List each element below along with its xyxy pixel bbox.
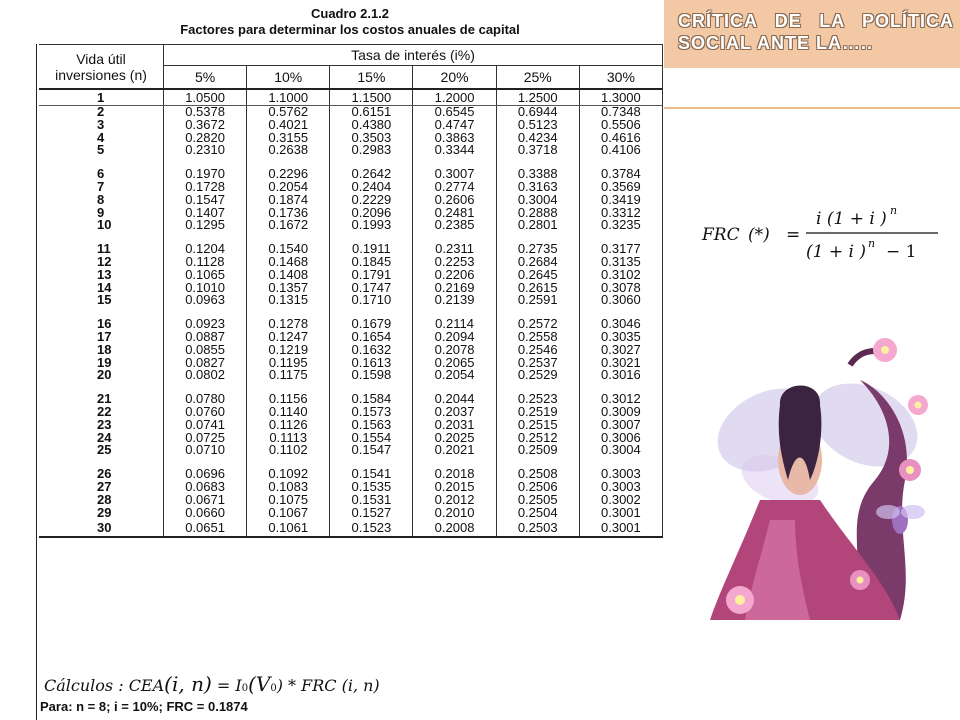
factor-cell: 0.2310 bbox=[164, 144, 247, 157]
factor-cell: 0.0683 bbox=[164, 481, 247, 494]
factor-cell: 0.1736 bbox=[247, 207, 330, 220]
factor-cell: 0.3002 bbox=[579, 494, 662, 507]
factor-cell: 0.5506 bbox=[579, 119, 662, 132]
factor-cell: 0.2206 bbox=[413, 269, 496, 282]
factor-cell: 0.1295 bbox=[164, 219, 247, 232]
table-row bbox=[39, 468, 663, 481]
factor-cell: 0.0827 bbox=[164, 357, 247, 370]
table-row bbox=[39, 256, 663, 269]
factor-cell: 1.0500 bbox=[164, 89, 247, 106]
factor-cell: 0.2820 bbox=[164, 132, 247, 145]
factor-cell: 0.3503 bbox=[330, 132, 413, 145]
capital-cost-factors-table bbox=[39, 44, 663, 538]
factor-cell: 0.2096 bbox=[330, 207, 413, 220]
factor-cell: 0.2025 bbox=[413, 432, 496, 445]
factor-cell: 0.2229 bbox=[330, 194, 413, 207]
factor-cell: 0.2684 bbox=[496, 256, 579, 269]
row-years: 2 bbox=[39, 106, 164, 119]
formula-lhs: FRC bbox=[702, 225, 740, 245]
factor-cell: 0.3235 bbox=[579, 219, 662, 232]
factor-cell: 0.2888 bbox=[496, 207, 579, 220]
factor-cell: 0.3035 bbox=[579, 331, 662, 344]
factor-cell: 0.2735 bbox=[496, 243, 579, 256]
factor-cell: 0.3027 bbox=[579, 344, 662, 357]
factor-cell: 0.2253 bbox=[413, 256, 496, 269]
header-rate: 10% bbox=[247, 66, 330, 90]
factor-cell: 0.4106 bbox=[579, 144, 662, 157]
factor-cell: 0.1527 bbox=[330, 507, 413, 520]
table-row bbox=[39, 494, 663, 507]
factor-cell: 0.0651 bbox=[164, 519, 247, 537]
factor-cell: 0.1357 bbox=[247, 282, 330, 295]
factor-cell: 0.1541 bbox=[330, 468, 413, 481]
factor-cell: 0.1407 bbox=[164, 207, 247, 220]
factor-cell: 0.2505 bbox=[496, 494, 579, 507]
factor-cell: 0.1547 bbox=[164, 194, 247, 207]
factor-cell: 0.2591 bbox=[496, 294, 579, 307]
factor-cell: 0.3001 bbox=[579, 507, 662, 520]
factor-cell: 0.3388 bbox=[496, 168, 579, 181]
factor-cell: 0.2537 bbox=[496, 357, 579, 370]
row-years: 3 bbox=[39, 119, 164, 132]
factor-cell: 0.1010 bbox=[164, 282, 247, 295]
factor-cell: 0.2031 bbox=[413, 419, 496, 432]
caption-number: Cuadro 2.1.2 bbox=[310, 6, 390, 21]
factor-cell: 0.3009 bbox=[579, 406, 662, 419]
factor-cell: 0.1710 bbox=[330, 294, 413, 307]
row-years: 17 bbox=[39, 331, 164, 344]
table-row bbox=[39, 419, 663, 432]
row-years: 9 bbox=[39, 207, 164, 220]
title-underline bbox=[664, 107, 960, 109]
group-spacer bbox=[39, 232, 663, 243]
header-rate: 25% bbox=[496, 66, 579, 90]
factor-cell: 0.0963 bbox=[164, 294, 247, 307]
factor-cell: 0.5123 bbox=[496, 119, 579, 132]
factor-cell: 0.1315 bbox=[247, 294, 330, 307]
factor-cell: 0.1083 bbox=[247, 481, 330, 494]
row-years: 14 bbox=[39, 282, 164, 295]
factor-cell: 0.1563 bbox=[330, 419, 413, 432]
factor-cell: 0.1175 bbox=[247, 369, 330, 382]
formula-denominator-tail: − 1 bbox=[886, 242, 917, 262]
factor-cell: 0.1672 bbox=[247, 219, 330, 232]
factors-panel bbox=[36, 44, 665, 720]
factor-cell: 0.1845 bbox=[330, 256, 413, 269]
factor-cell: 0.2529 bbox=[496, 369, 579, 382]
table-row bbox=[39, 89, 663, 106]
factor-cell: 0.1632 bbox=[330, 344, 413, 357]
factor-cell: 0.1679 bbox=[330, 318, 413, 331]
formula-denominator-exp: n bbox=[868, 237, 876, 250]
row-years: 1 bbox=[39, 89, 164, 106]
group-spacer bbox=[39, 157, 663, 168]
row-years: 28 bbox=[39, 494, 164, 507]
factor-cell: 0.2774 bbox=[413, 181, 496, 194]
factor-cell: 0.3001 bbox=[579, 519, 662, 537]
slide-title: CRÍTICA DE LA POLÍTICA SOCIAL ANTE LA….. bbox=[678, 11, 954, 53]
factor-cell: 0.1535 bbox=[330, 481, 413, 494]
factor-cell: 0.2481 bbox=[413, 207, 496, 220]
row-years: 16 bbox=[39, 318, 164, 331]
factor-cell: 0.2054 bbox=[413, 369, 496, 382]
formula-numerator-exp: n bbox=[890, 204, 898, 217]
table-row bbox=[39, 519, 663, 537]
factor-cell: 0.1204 bbox=[164, 243, 247, 256]
row-years: 19 bbox=[39, 357, 164, 370]
factor-cell: 0.1156 bbox=[247, 393, 330, 406]
factor-cell: 0.1598 bbox=[330, 369, 413, 382]
factor-cell: 1.2000 bbox=[413, 89, 496, 106]
header-rate: 30% bbox=[579, 66, 662, 90]
group-spacer bbox=[39, 382, 663, 393]
factor-cell: 0.0696 bbox=[164, 468, 247, 481]
row-years: 15 bbox=[39, 294, 164, 307]
table-row bbox=[39, 132, 663, 145]
formula-equals: = bbox=[786, 225, 801, 245]
factor-cell: 0.2642 bbox=[330, 168, 413, 181]
row-years: 11 bbox=[39, 243, 164, 256]
factor-cell: 0.3102 bbox=[579, 269, 662, 282]
table-row bbox=[39, 168, 663, 181]
factor-cell: 0.0760 bbox=[164, 406, 247, 419]
factor-cell: 0.0855 bbox=[164, 344, 247, 357]
group-spacer bbox=[39, 457, 663, 468]
factor-cell: 0.2010 bbox=[413, 507, 496, 520]
formula-star: (*) bbox=[748, 225, 770, 245]
row-years: 29 bbox=[39, 507, 164, 520]
factor-cell: 0.3718 bbox=[496, 144, 579, 157]
factor-cell: 0.1140 bbox=[247, 406, 330, 419]
factor-cell: 1.2500 bbox=[496, 89, 579, 106]
row-years: 7 bbox=[39, 181, 164, 194]
factor-cell: 0.1092 bbox=[247, 468, 330, 481]
row-years: 30 bbox=[39, 519, 164, 537]
table-row bbox=[39, 432, 663, 445]
factor-cell: 0.2385 bbox=[413, 219, 496, 232]
table-row bbox=[39, 507, 663, 520]
factor-cell: 0.2801 bbox=[496, 219, 579, 232]
factor-cell: 0.3007 bbox=[413, 168, 496, 181]
factor-cell: 0.2054 bbox=[247, 181, 330, 194]
factor-cell: 0.1554 bbox=[330, 432, 413, 445]
factor-cell: 0.1523 bbox=[330, 519, 413, 537]
formula-denominator: (1 + i ) bbox=[806, 242, 866, 262]
factor-cell: 1.3000 bbox=[579, 89, 662, 106]
header-interest-rate: Tasa de interés (i%) bbox=[164, 45, 663, 66]
factor-cell: 0.1728 bbox=[164, 181, 247, 194]
factor-cell: 0.0710 bbox=[164, 444, 247, 457]
table-row bbox=[39, 144, 663, 157]
table-row bbox=[39, 318, 663, 331]
factor-cell: 0.4616 bbox=[579, 132, 662, 145]
factor-cell: 0.1531 bbox=[330, 494, 413, 507]
factor-cell: 0.1278 bbox=[247, 318, 330, 331]
factor-cell: 0.1970 bbox=[164, 168, 247, 181]
factor-cell: 0.1219 bbox=[247, 344, 330, 357]
factor-cell: 0.4021 bbox=[247, 119, 330, 132]
factor-cell: 0.5378 bbox=[164, 106, 247, 119]
factor-cell: 0.2512 bbox=[496, 432, 579, 445]
factor-cell: 0.1911 bbox=[330, 243, 413, 256]
factor-cell: 0.2606 bbox=[413, 194, 496, 207]
factor-cell: 0.3012 bbox=[579, 393, 662, 406]
factor-cell: 0.0887 bbox=[164, 331, 247, 344]
table-row bbox=[39, 393, 663, 406]
factor-cell: 0.2509 bbox=[496, 444, 579, 457]
fairy-illustration bbox=[700, 320, 950, 640]
factor-cell: 1.1000 bbox=[247, 89, 330, 106]
table-row bbox=[39, 194, 663, 207]
factor-cell: 0.7348 bbox=[579, 106, 662, 119]
row-years: 4 bbox=[39, 132, 164, 145]
row-years: 25 bbox=[39, 444, 164, 457]
factor-cell: 0.0741 bbox=[164, 419, 247, 432]
factor-cell: 0.3419 bbox=[579, 194, 662, 207]
table-row bbox=[39, 331, 663, 344]
factor-cell: 0.2094 bbox=[413, 331, 496, 344]
example-result: Para: n = 8; i = 10%; FRC = 0.1874 bbox=[40, 699, 248, 714]
factor-cell: 0.1195 bbox=[247, 357, 330, 370]
row-years: 23 bbox=[39, 419, 164, 432]
row-years: 8 bbox=[39, 194, 164, 207]
factor-cell: 0.2615 bbox=[496, 282, 579, 295]
factor-cell: 0.2504 bbox=[496, 507, 579, 520]
row-years: 5 bbox=[39, 144, 164, 157]
factor-cell: 0.1584 bbox=[330, 393, 413, 406]
factor-cell: 0.3004 bbox=[496, 194, 579, 207]
factor-cell: 0.1993 bbox=[330, 219, 413, 232]
table-row bbox=[39, 181, 663, 194]
table-row bbox=[39, 219, 663, 232]
factor-cell: 0.0780 bbox=[164, 393, 247, 406]
table-row bbox=[39, 269, 663, 282]
factor-cell: 0.5762 bbox=[247, 106, 330, 119]
factor-cell: 0.2311 bbox=[413, 243, 496, 256]
table-row bbox=[39, 106, 663, 119]
factor-cell: 0.1061 bbox=[247, 519, 330, 537]
factor-cell: 0.3177 bbox=[579, 243, 662, 256]
factor-cell: 0.2044 bbox=[413, 393, 496, 406]
header-rate: 5% bbox=[164, 66, 247, 90]
factor-cell: 0.1128 bbox=[164, 256, 247, 269]
factor-cell: 0.3003 bbox=[579, 468, 662, 481]
row-years: 10 bbox=[39, 219, 164, 232]
factor-cell: 0.1075 bbox=[247, 494, 330, 507]
factor-cell: 0.6944 bbox=[496, 106, 579, 119]
factor-cell: 1.1500 bbox=[330, 89, 413, 106]
factor-cell: 0.3135 bbox=[579, 256, 662, 269]
factor-cell: 0.6545 bbox=[413, 106, 496, 119]
table-caption bbox=[36, 6, 664, 38]
factor-cell: 0.4380 bbox=[330, 119, 413, 132]
factor-cell: 0.0660 bbox=[164, 507, 247, 520]
table-row bbox=[39, 357, 663, 370]
factor-cell: 0.3163 bbox=[496, 181, 579, 194]
factor-cell: 0.2114 bbox=[413, 318, 496, 331]
factor-cell: 0.2169 bbox=[413, 282, 496, 295]
table-row bbox=[39, 481, 663, 494]
factor-cell: 0.0923 bbox=[164, 318, 247, 331]
factor-cell: 0.1573 bbox=[330, 406, 413, 419]
factor-cell: 0.1540 bbox=[247, 243, 330, 256]
factor-cell: 0.1874 bbox=[247, 194, 330, 207]
factor-cell: 0.3155 bbox=[247, 132, 330, 145]
factor-cell: 0.2065 bbox=[413, 357, 496, 370]
factor-cell: 0.1747 bbox=[330, 282, 413, 295]
row-years: 26 bbox=[39, 468, 164, 481]
factor-cell: 0.2645 bbox=[496, 269, 579, 282]
factor-cell: 0.1113 bbox=[247, 432, 330, 445]
factor-cell: 0.2008 bbox=[413, 519, 496, 537]
factor-cell: 0.3006 bbox=[579, 432, 662, 445]
factor-cell: 0.1067 bbox=[247, 507, 330, 520]
factor-cell: 0.4234 bbox=[496, 132, 579, 145]
factor-cell: 0.2018 bbox=[413, 468, 496, 481]
factor-cell: 0.2037 bbox=[413, 406, 496, 419]
frc-formula bbox=[700, 200, 940, 270]
row-years: 13 bbox=[39, 269, 164, 282]
factor-cell: 0.3784 bbox=[579, 168, 662, 181]
factor-cell: 0.2519 bbox=[496, 406, 579, 419]
row-years: 27 bbox=[39, 481, 164, 494]
factor-cell: 0.1065 bbox=[164, 269, 247, 282]
row-years: 6 bbox=[39, 168, 164, 181]
factor-cell: 0.1654 bbox=[330, 331, 413, 344]
factor-cell: 0.1102 bbox=[247, 444, 330, 457]
factor-cell: 0.1547 bbox=[330, 444, 413, 457]
factor-cell: 0.2508 bbox=[496, 468, 579, 481]
table-row bbox=[39, 207, 663, 220]
factor-cell: 0.3016 bbox=[579, 369, 662, 382]
calculation-formula: Cálculos : CEA(i, n) = I0(V0) * FRC (i, n) bbox=[44, 672, 380, 696]
factor-cell: 0.1408 bbox=[247, 269, 330, 282]
table-row bbox=[39, 406, 663, 419]
factor-cell: 0.2515 bbox=[496, 419, 579, 432]
factor-cell: 0.2638 bbox=[247, 144, 330, 157]
table-row bbox=[39, 444, 663, 457]
factor-cell: 0.2506 bbox=[496, 481, 579, 494]
group-spacer bbox=[39, 307, 663, 318]
table-row bbox=[39, 369, 663, 382]
table-body bbox=[39, 89, 663, 537]
factor-cell: 0.2523 bbox=[496, 393, 579, 406]
factor-cell: 0.3344 bbox=[413, 144, 496, 157]
factor-cell: 0.1247 bbox=[247, 331, 330, 344]
factor-cell: 0.2015 bbox=[413, 481, 496, 494]
factor-cell: 0.3021 bbox=[579, 357, 662, 370]
row-years: 18 bbox=[39, 344, 164, 357]
factor-cell: 0.2558 bbox=[496, 331, 579, 344]
factor-cell: 0.3312 bbox=[579, 207, 662, 220]
table-row bbox=[39, 294, 663, 307]
factor-cell: 0.2572 bbox=[496, 318, 579, 331]
header-rate: 20% bbox=[413, 66, 496, 90]
factor-cell: 0.2078 bbox=[413, 344, 496, 357]
factor-cell: 0.2983 bbox=[330, 144, 413, 157]
table-row bbox=[39, 344, 663, 357]
factor-cell: 0.2404 bbox=[330, 181, 413, 194]
factor-cell: 0.3007 bbox=[579, 419, 662, 432]
table-row bbox=[39, 282, 663, 295]
factor-cell: 0.1126 bbox=[247, 419, 330, 432]
factor-cell: 0.6151 bbox=[330, 106, 413, 119]
factor-cell: 0.4747 bbox=[413, 119, 496, 132]
row-years: 22 bbox=[39, 406, 164, 419]
factor-cell: 0.3569 bbox=[579, 181, 662, 194]
header-useful-life: Vida útil inversiones (n) bbox=[39, 45, 164, 90]
factor-cell: 0.2021 bbox=[413, 444, 496, 457]
header-rate: 15% bbox=[330, 66, 413, 90]
factor-cell: 0.1613 bbox=[330, 357, 413, 370]
factor-cell: 0.3003 bbox=[579, 481, 662, 494]
factor-cell: 0.3060 bbox=[579, 294, 662, 307]
row-years: 24 bbox=[39, 432, 164, 445]
factor-cell: 0.3046 bbox=[579, 318, 662, 331]
factor-cell: 0.1791 bbox=[330, 269, 413, 282]
factor-cell: 0.2012 bbox=[413, 494, 496, 507]
table-row bbox=[39, 119, 663, 132]
row-years: 20 bbox=[39, 369, 164, 382]
factor-cell: 0.0802 bbox=[164, 369, 247, 382]
factor-cell: 0.0671 bbox=[164, 494, 247, 507]
factor-cell: 0.2139 bbox=[413, 294, 496, 307]
factor-cell: 0.2296 bbox=[247, 168, 330, 181]
factor-cell: 0.3672 bbox=[164, 119, 247, 132]
factor-cell: 0.2503 bbox=[496, 519, 579, 537]
factor-cell: 0.0725 bbox=[164, 432, 247, 445]
caption-title: Factores para determinar los costos anuales de capital bbox=[180, 22, 520, 37]
row-years: 12 bbox=[39, 256, 164, 269]
table-row bbox=[39, 243, 663, 256]
factor-cell: 0.1468 bbox=[247, 256, 330, 269]
formula-numerator: i (1 + i ) bbox=[816, 209, 887, 229]
factor-cell: 0.3004 bbox=[579, 444, 662, 457]
factor-cell: 0.3863 bbox=[413, 132, 496, 145]
factor-cell: 0.3078 bbox=[579, 282, 662, 295]
factor-cell: 0.2546 bbox=[496, 344, 579, 357]
row-years: 21 bbox=[39, 393, 164, 406]
